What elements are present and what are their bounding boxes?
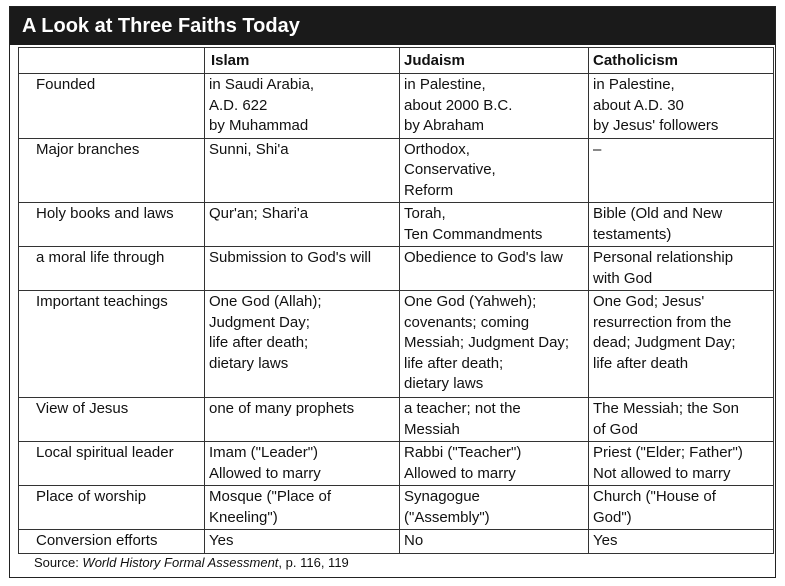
cell-line: in Palestine, xyxy=(404,76,486,93)
table-row xyxy=(19,138,774,203)
cell-line: about A.D. 30 xyxy=(593,96,684,114)
cell-catholicism xyxy=(589,203,774,247)
table-row xyxy=(19,247,774,291)
cell-line: life after death; xyxy=(404,354,504,372)
cell-line: Personal relationship xyxy=(593,249,734,266)
cell-line: Allowed to marry xyxy=(209,464,321,482)
cell-line: covenants; coming xyxy=(404,313,530,331)
cell-line: No xyxy=(404,532,424,549)
cell-line: Ten Commandments xyxy=(404,225,543,243)
cell-islam xyxy=(205,203,400,247)
cell-line: Conservative, xyxy=(404,161,496,178)
header-blank xyxy=(19,48,205,74)
table-row xyxy=(19,74,774,139)
table-body xyxy=(19,74,774,554)
cell-line: Messiah; Judgment Day; xyxy=(404,334,570,351)
row-label: Local spiritual leader xyxy=(19,442,205,486)
cell-islam xyxy=(205,291,400,398)
cell-line: Synagogue xyxy=(404,488,480,505)
cell-line: by Muhammad xyxy=(209,117,309,134)
cell-judaism xyxy=(400,486,589,530)
cell-islam xyxy=(205,74,400,139)
cell-line: God") xyxy=(593,508,632,526)
header-row xyxy=(19,48,774,74)
cell-line: Messiah xyxy=(404,420,460,438)
cell-line: Kneeling") xyxy=(209,508,278,526)
cell-catholicism xyxy=(589,291,774,398)
cell-line: Church ("House of xyxy=(593,488,716,505)
cell-judaism xyxy=(400,442,589,486)
row-label: Conversion efforts xyxy=(19,530,205,554)
cell-catholicism xyxy=(589,486,774,530)
table-row xyxy=(19,291,774,398)
source-work: World History Formal Assessment xyxy=(82,555,279,570)
table-row xyxy=(19,398,774,442)
header-judaism: Judaism xyxy=(400,48,589,74)
row-label: Founded xyxy=(19,74,205,139)
cell-line: Not allowed to marry xyxy=(593,464,731,482)
cell-islam xyxy=(205,138,400,203)
cell-line: Obedience to God's law xyxy=(404,249,563,266)
cell-catholicism xyxy=(589,138,774,203)
table-row xyxy=(19,203,774,247)
cell-line: One God (Allah); xyxy=(209,293,322,310)
cell-line: The Messiah; the Son xyxy=(593,400,739,417)
cell-catholicism xyxy=(589,530,774,554)
cell-islam xyxy=(205,486,400,530)
cell-line: Yes xyxy=(209,532,234,549)
row-label: Place of worship xyxy=(19,486,205,530)
figure-title: A Look at Three Faiths Today xyxy=(10,7,775,45)
cell-line: A.D. 622 xyxy=(209,96,268,114)
cell-islam xyxy=(205,442,400,486)
cell-line: Imam ("Leader") xyxy=(209,444,319,461)
source-note xyxy=(34,555,349,570)
cell-judaism xyxy=(400,398,589,442)
cell-judaism xyxy=(400,74,589,139)
table-row xyxy=(19,530,774,554)
table-row xyxy=(19,486,774,530)
cell-line: testaments) xyxy=(593,225,672,243)
cell-line: life after death; xyxy=(209,334,309,351)
cell-islam xyxy=(205,398,400,442)
cell-line: resurrection from the xyxy=(593,313,732,331)
cell-line: of God xyxy=(593,420,639,438)
cell-line: dietary laws xyxy=(404,375,484,392)
cell-line: Orthodox, xyxy=(404,140,470,158)
cell-line: Sunni, Shi'a xyxy=(209,140,289,158)
cell-line: about 2000 B.C. xyxy=(404,96,513,114)
cell-catholicism xyxy=(589,398,774,442)
cell-line: a teacher; not the xyxy=(404,400,521,417)
cell-line: One God (Yahweh); xyxy=(404,293,537,310)
cell-line: by Jesus' followers xyxy=(593,117,719,134)
cell-line: One God; Jesus' xyxy=(593,293,705,310)
cell-judaism xyxy=(400,138,589,203)
cell-line: dietary laws xyxy=(209,354,289,372)
cell-line: Mosque ("Place of xyxy=(209,488,332,505)
table-row xyxy=(19,442,774,486)
cell-judaism xyxy=(400,530,589,554)
header-islam: Islam xyxy=(205,48,400,74)
cell-catholicism xyxy=(589,74,774,139)
cell-catholicism xyxy=(589,247,774,291)
row-label: Major branches xyxy=(19,138,205,203)
cell-line: in Saudi Arabia, xyxy=(209,76,315,93)
cell-line: dead; Judgment Day; xyxy=(593,334,736,351)
row-label: Holy books and laws xyxy=(19,203,205,247)
cell-line: Bible (Old and New xyxy=(593,205,723,222)
cell-islam xyxy=(205,530,400,554)
cell-line: Torah, xyxy=(404,205,446,222)
cell-line: Allowed to marry xyxy=(404,464,516,482)
row-label: View of Jesus xyxy=(19,398,205,442)
faiths-table-figure xyxy=(9,6,776,578)
cell-islam xyxy=(205,247,400,291)
cell-judaism xyxy=(400,247,589,291)
row-label: a moral life through xyxy=(19,247,205,291)
source-pages: , p. 116, 119 xyxy=(278,555,349,570)
cell-line: in Palestine, xyxy=(593,76,675,93)
cell-line: Submission to God's will xyxy=(209,249,372,266)
cell-line: Priest ("Elder; Father") xyxy=(593,444,743,461)
cell-judaism xyxy=(400,203,589,247)
cell-line: Rabbi ("Teacher") xyxy=(404,444,522,461)
cell-line: Judgment Day; xyxy=(209,313,310,331)
header-catholicism: Catholicism xyxy=(589,48,774,74)
cell-line: by Abraham xyxy=(404,117,485,134)
cell-line: ("Assembly") xyxy=(404,508,490,526)
cell-line: one of many prophets xyxy=(209,400,355,417)
cell-line: – xyxy=(593,140,602,158)
cell-line: Yes xyxy=(593,532,618,549)
row-label: Important teachings xyxy=(19,291,205,398)
cell-line: Qur'an; Shari'a xyxy=(209,205,309,222)
cell-line: Reform xyxy=(404,181,454,199)
cell-line: life after death xyxy=(593,354,689,372)
faiths-comparison-table xyxy=(18,47,774,554)
source-prefix: Source: xyxy=(34,555,83,570)
cell-line: with God xyxy=(593,269,653,287)
cell-catholicism xyxy=(589,442,774,486)
cell-judaism xyxy=(400,291,589,398)
